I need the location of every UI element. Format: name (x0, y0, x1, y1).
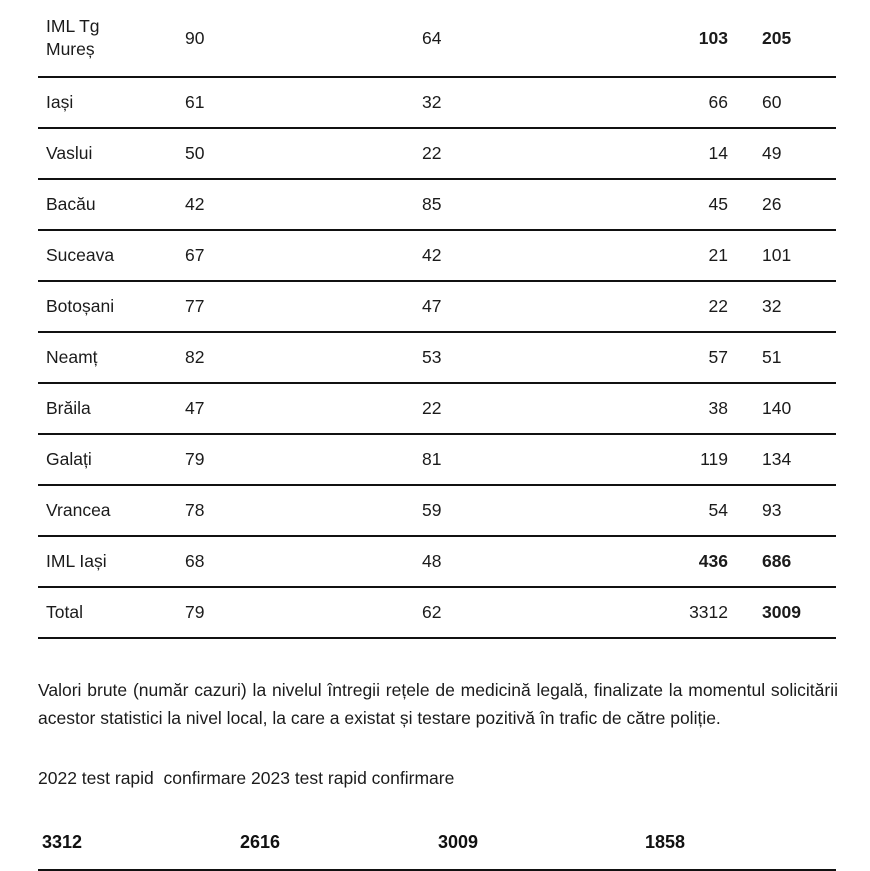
row-label-cell (38, 0, 175, 77)
cell-2022-test-rapid: 78 (175, 485, 410, 536)
cell-2023-confirmare: 3009 (734, 587, 836, 638)
table-row (38, 485, 836, 536)
cell-2023-confirmare: 205 (734, 0, 836, 77)
cell-2023-test-rapid: 119 (642, 434, 734, 485)
cell-2023-confirmare: 51 (734, 332, 836, 383)
cell-2022-confirmare: 64 (410, 0, 642, 77)
cell-2023-test-rapid: 38 (642, 383, 734, 434)
table-row (38, 281, 836, 332)
row-label: Brăila (38, 383, 175, 434)
table-row (38, 0, 836, 77)
row-label: Vrancea (38, 485, 175, 536)
table-row-total (38, 587, 836, 638)
cell-2023-test-rapid: 103 (642, 0, 734, 77)
cell-2023-test-rapid: 22 (642, 281, 734, 332)
table-row (38, 128, 836, 179)
table-note: Valori brute (număr cazuri) la nivelul întregii rețele de medicină legală, finalizate la momentul solicitării acestor statistici la nivel local, la care a existat și testare pozitivă în trafic de către poliție. (38, 679, 838, 728)
cell-2023-test-rapid: 14 (642, 128, 734, 179)
cell-2023-confirmare: 101 (734, 230, 836, 281)
cell-2022-test-rapid: 67 (175, 230, 410, 281)
cell-2022-test-rapid: 82 (175, 332, 410, 383)
totals-strip (38, 826, 836, 871)
cell-2023-confirmare: 686 (734, 536, 836, 587)
table-row (38, 230, 836, 281)
cell-2022-test-rapid: 79 (175, 587, 410, 638)
cell-2023-confirmare: 32 (734, 281, 836, 332)
cell-2023-test-rapid: 21 (642, 230, 734, 281)
total-2023-test-rapid: 3009 (438, 832, 479, 852)
table-row (38, 179, 836, 230)
cell-2023-confirmare: 26 (734, 179, 836, 230)
row-label: Vaslui (38, 128, 175, 179)
cell-2022-test-rapid: 47 (175, 383, 410, 434)
table-row (38, 536, 836, 587)
table-body (38, 0, 836, 638)
cell-2022-confirmare: 48 (410, 536, 642, 587)
cell-2022-test-rapid: 90 (175, 0, 410, 77)
row-label: Total (38, 587, 175, 638)
row-label-line-1: IML Tg (46, 15, 100, 36)
cell-2022-confirmare: 32 (410, 77, 642, 128)
cell-2022-confirmare: 85 (410, 179, 642, 230)
cell-2023-test-rapid: 45 (642, 179, 734, 230)
cell-2023-confirmare: 93 (734, 485, 836, 536)
cell-2023-test-rapid: 57 (642, 332, 734, 383)
row-label-line-2: Mureș (46, 39, 95, 59)
cell-2022-confirmare: 81 (410, 434, 642, 485)
cell-2022-test-rapid: 79 (175, 434, 410, 485)
cell-2023-confirmare: 49 (734, 128, 836, 179)
total-2023-confirmare: 1858 (645, 832, 686, 852)
cell-2022-confirmare: 47 (410, 281, 642, 332)
row-label: Galați (38, 434, 175, 485)
row-label: Iași (38, 77, 175, 128)
cell-2023-test-rapid: 66 (642, 77, 734, 128)
cell-2023-confirmare: 140 (734, 383, 836, 434)
cell-2022-confirmare: 22 (410, 128, 642, 179)
row-label: Neamț (38, 332, 175, 383)
cell-2023-confirmare: 134 (734, 434, 836, 485)
row-label: Botoșani (38, 281, 175, 332)
cell-2022-confirmare: 42 (410, 230, 642, 281)
cell-2022-confirmare: 59 (410, 485, 642, 536)
legend-header-line: 2022 test rapid confirmare 2023 test rapid confirmare (38, 768, 455, 788)
table-row (38, 332, 836, 383)
cell-2022-confirmare: 22 (410, 383, 642, 434)
cell-2022-confirmare: 53 (410, 332, 642, 383)
cell-2022-test-rapid: 50 (175, 128, 410, 179)
row-label (46, 15, 175, 61)
cell-2022-confirmare: 62 (410, 587, 642, 638)
cell-2023-test-rapid: 3312 (642, 587, 734, 638)
cell-2022-test-rapid: 77 (175, 281, 410, 332)
total-2022-test-rapid: 3312 (42, 832, 83, 852)
cell-2023-confirmare: 60 (734, 77, 836, 128)
cell-2022-test-rapid: 68 (175, 536, 410, 587)
cell-2023-test-rapid: 436 (642, 536, 734, 587)
table-row (38, 434, 836, 485)
row-label: IML Iași (38, 536, 175, 587)
row-label: Suceava (38, 230, 175, 281)
cell-2023-test-rapid: 54 (642, 485, 734, 536)
cell-2022-test-rapid: 61 (175, 77, 410, 128)
statistics-table (38, 0, 836, 639)
table-row (38, 77, 836, 128)
table-row (38, 383, 836, 434)
total-2022-confirmare: 2616 (240, 832, 281, 852)
row-label: Bacău (38, 179, 175, 230)
cell-2022-test-rapid: 42 (175, 179, 410, 230)
